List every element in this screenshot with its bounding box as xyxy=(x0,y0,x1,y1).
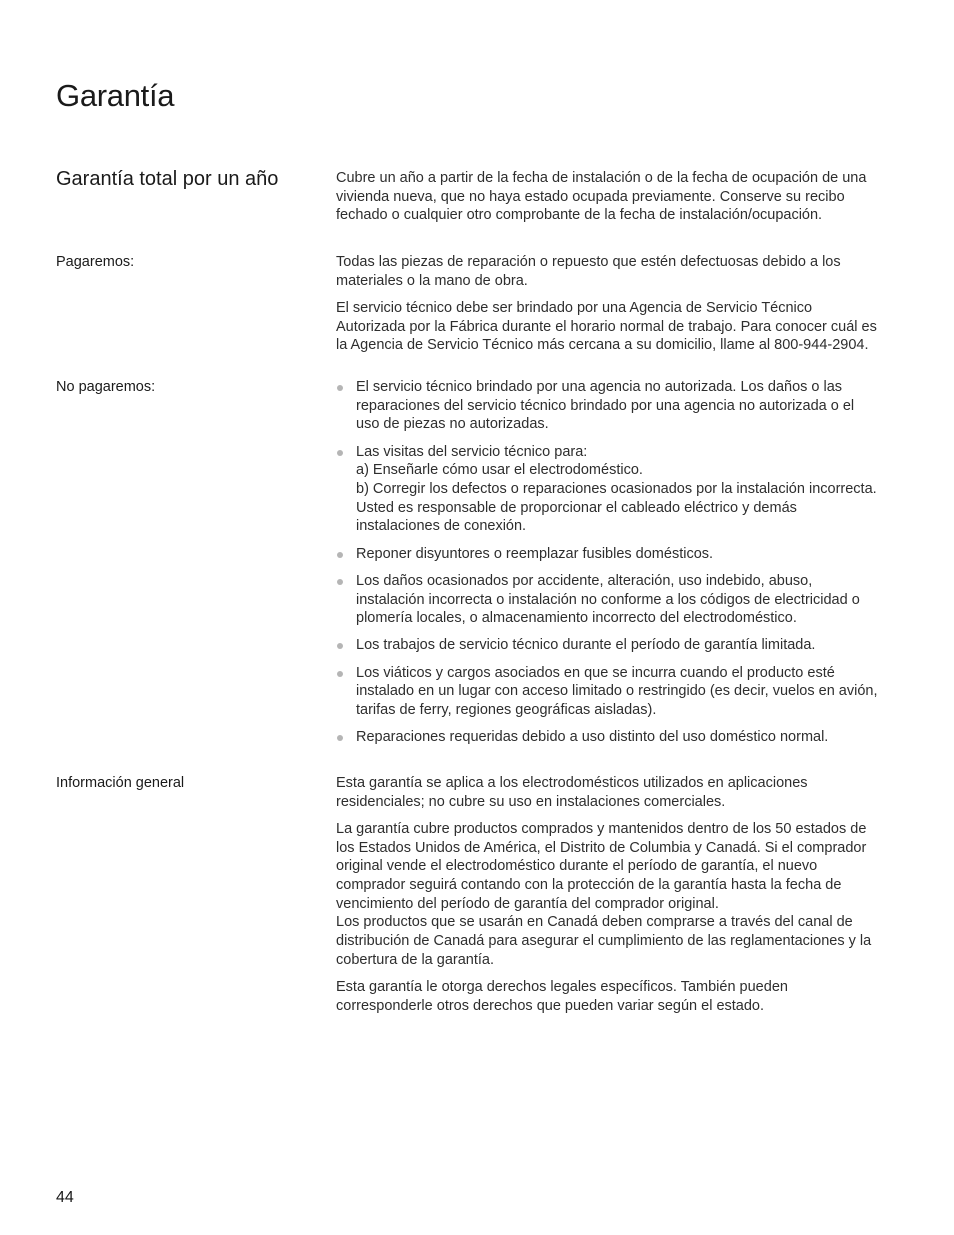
we-pay-paragraph: El servicio técnico debe ser brindado por una Agencia de Servicio Técnico Autorizada por la Fábrica durante el horario normal de trabajo. Para conocer cuál es la Agencia de Servicio Técnico más cercana a su domicilio, llame al 800-944-2904. xyxy=(336,299,877,354)
list-item xyxy=(336,664,902,720)
exclusions-list xyxy=(336,378,902,747)
bullet-icon xyxy=(337,671,343,677)
bullet-icon xyxy=(337,735,343,741)
section-title: Garantía total por un año xyxy=(56,168,279,190)
list-item xyxy=(336,636,902,655)
list-item-text: Los daños ocasionados por accidente, alteración, uso indebido, abuso, instalación incorrecta o instalación no conforme a los códigos de electricidad o plomería locales, o almacenamiento incorrecto del electrodoméstico. xyxy=(356,572,860,627)
bullet-icon xyxy=(337,552,343,558)
bullet-icon xyxy=(337,385,343,391)
list-item-text: Reponer disyuntores o reemplazar fusibles domésticos. xyxy=(356,545,714,562)
general-info-paragraph: Esta garantía le otorga derechos legales específicos. También pueden corresponderle otros derechos que pueden variar según el estado. xyxy=(336,979,788,1014)
list-item xyxy=(336,572,902,628)
list-item-text: El servicio técnico brindado por una agencia no autorizada. Los daños o las reparaciones del servicio técnico brindado por una agencia no autorizada o el uso de piezas no autorizadas. xyxy=(356,379,855,433)
bullet-icon xyxy=(337,579,343,585)
list-item xyxy=(336,728,902,747)
list-item-text: Los viáticos y cargos asociados en que se incurra cuando el producto esté instalado en un lugar con acceso limitado o restringido (es decir, vuelos en avión, tarifas de ferry, regiones geográficas aisladas). xyxy=(356,664,878,719)
warranty-intro xyxy=(336,169,902,234)
we-pay-paragraph: Todas las piezas de reparación o repuesto que estén defectuosas debido a los materiales o la mano de obra. xyxy=(336,254,841,289)
page-number: 44 xyxy=(56,1189,74,1206)
general-info-paragraph: La garantía cubre productos comprados y mantenidos dentro de los 50 estados de los Estados Unidos de América, el Distrito de Columbia y Canadá. Si el comprador original vende el electrodoméstico durante el período de garantía, el nuevo comprador seguirá contando con la protección de la garantía hasta la fecha de vencimiento del período de garantía del comprador original. Los productos que se usarán en Canadá deben comprarse a través del canal de distribución de Canadá para asegurar el cumplimiento de las reglamentaciones y la cobertura de la garantía. xyxy=(336,820,872,968)
we-pay-label: Pagaremos: xyxy=(56,254,135,270)
list-item xyxy=(336,378,902,434)
bullet-icon xyxy=(337,450,343,456)
we-dont-pay-content xyxy=(336,378,902,755)
general-info-paragraph: Esta garantía se aplica a los electrodomésticos utilizados en aplicaciones residenciales; no cubre su uso en instalaciones comerciales. xyxy=(336,775,808,810)
general-info-content xyxy=(336,774,902,1024)
we-dont-pay-label: No pagaremos: xyxy=(56,379,156,395)
list-item-text: Las visitas del servicio técnico para: a) Enseñarle cómo usar el electrodoméstico. b) Corregir los defectos o reparaciones ocasionados por la instalación incorrecta. Usted es responsable de proporcionar el cableado eléctrico y demás instalaciones de conexión. xyxy=(356,443,877,535)
we-pay-content xyxy=(336,253,902,364)
intro-paragraph: Cubre un año a partir de la fecha de instalación o de la fecha de ocupación de una vivienda nueva, que no haya estado ocupada previamente. Conserve su recibo fechado o cualquier otro comprobante de la fecha de instalación/ocupación. xyxy=(336,170,867,224)
list-item xyxy=(336,443,902,537)
bullet-icon xyxy=(337,643,343,649)
list-item-text: Los trabajos de servicio técnico durante el período de garantía limitada. xyxy=(356,637,816,654)
page-title: Garantía xyxy=(56,78,175,113)
list-item xyxy=(336,545,902,564)
general-info-label: Información general xyxy=(56,775,185,791)
list-item-text: Reparaciones requeridas debido a uso distinto del uso doméstico normal. xyxy=(356,729,829,746)
